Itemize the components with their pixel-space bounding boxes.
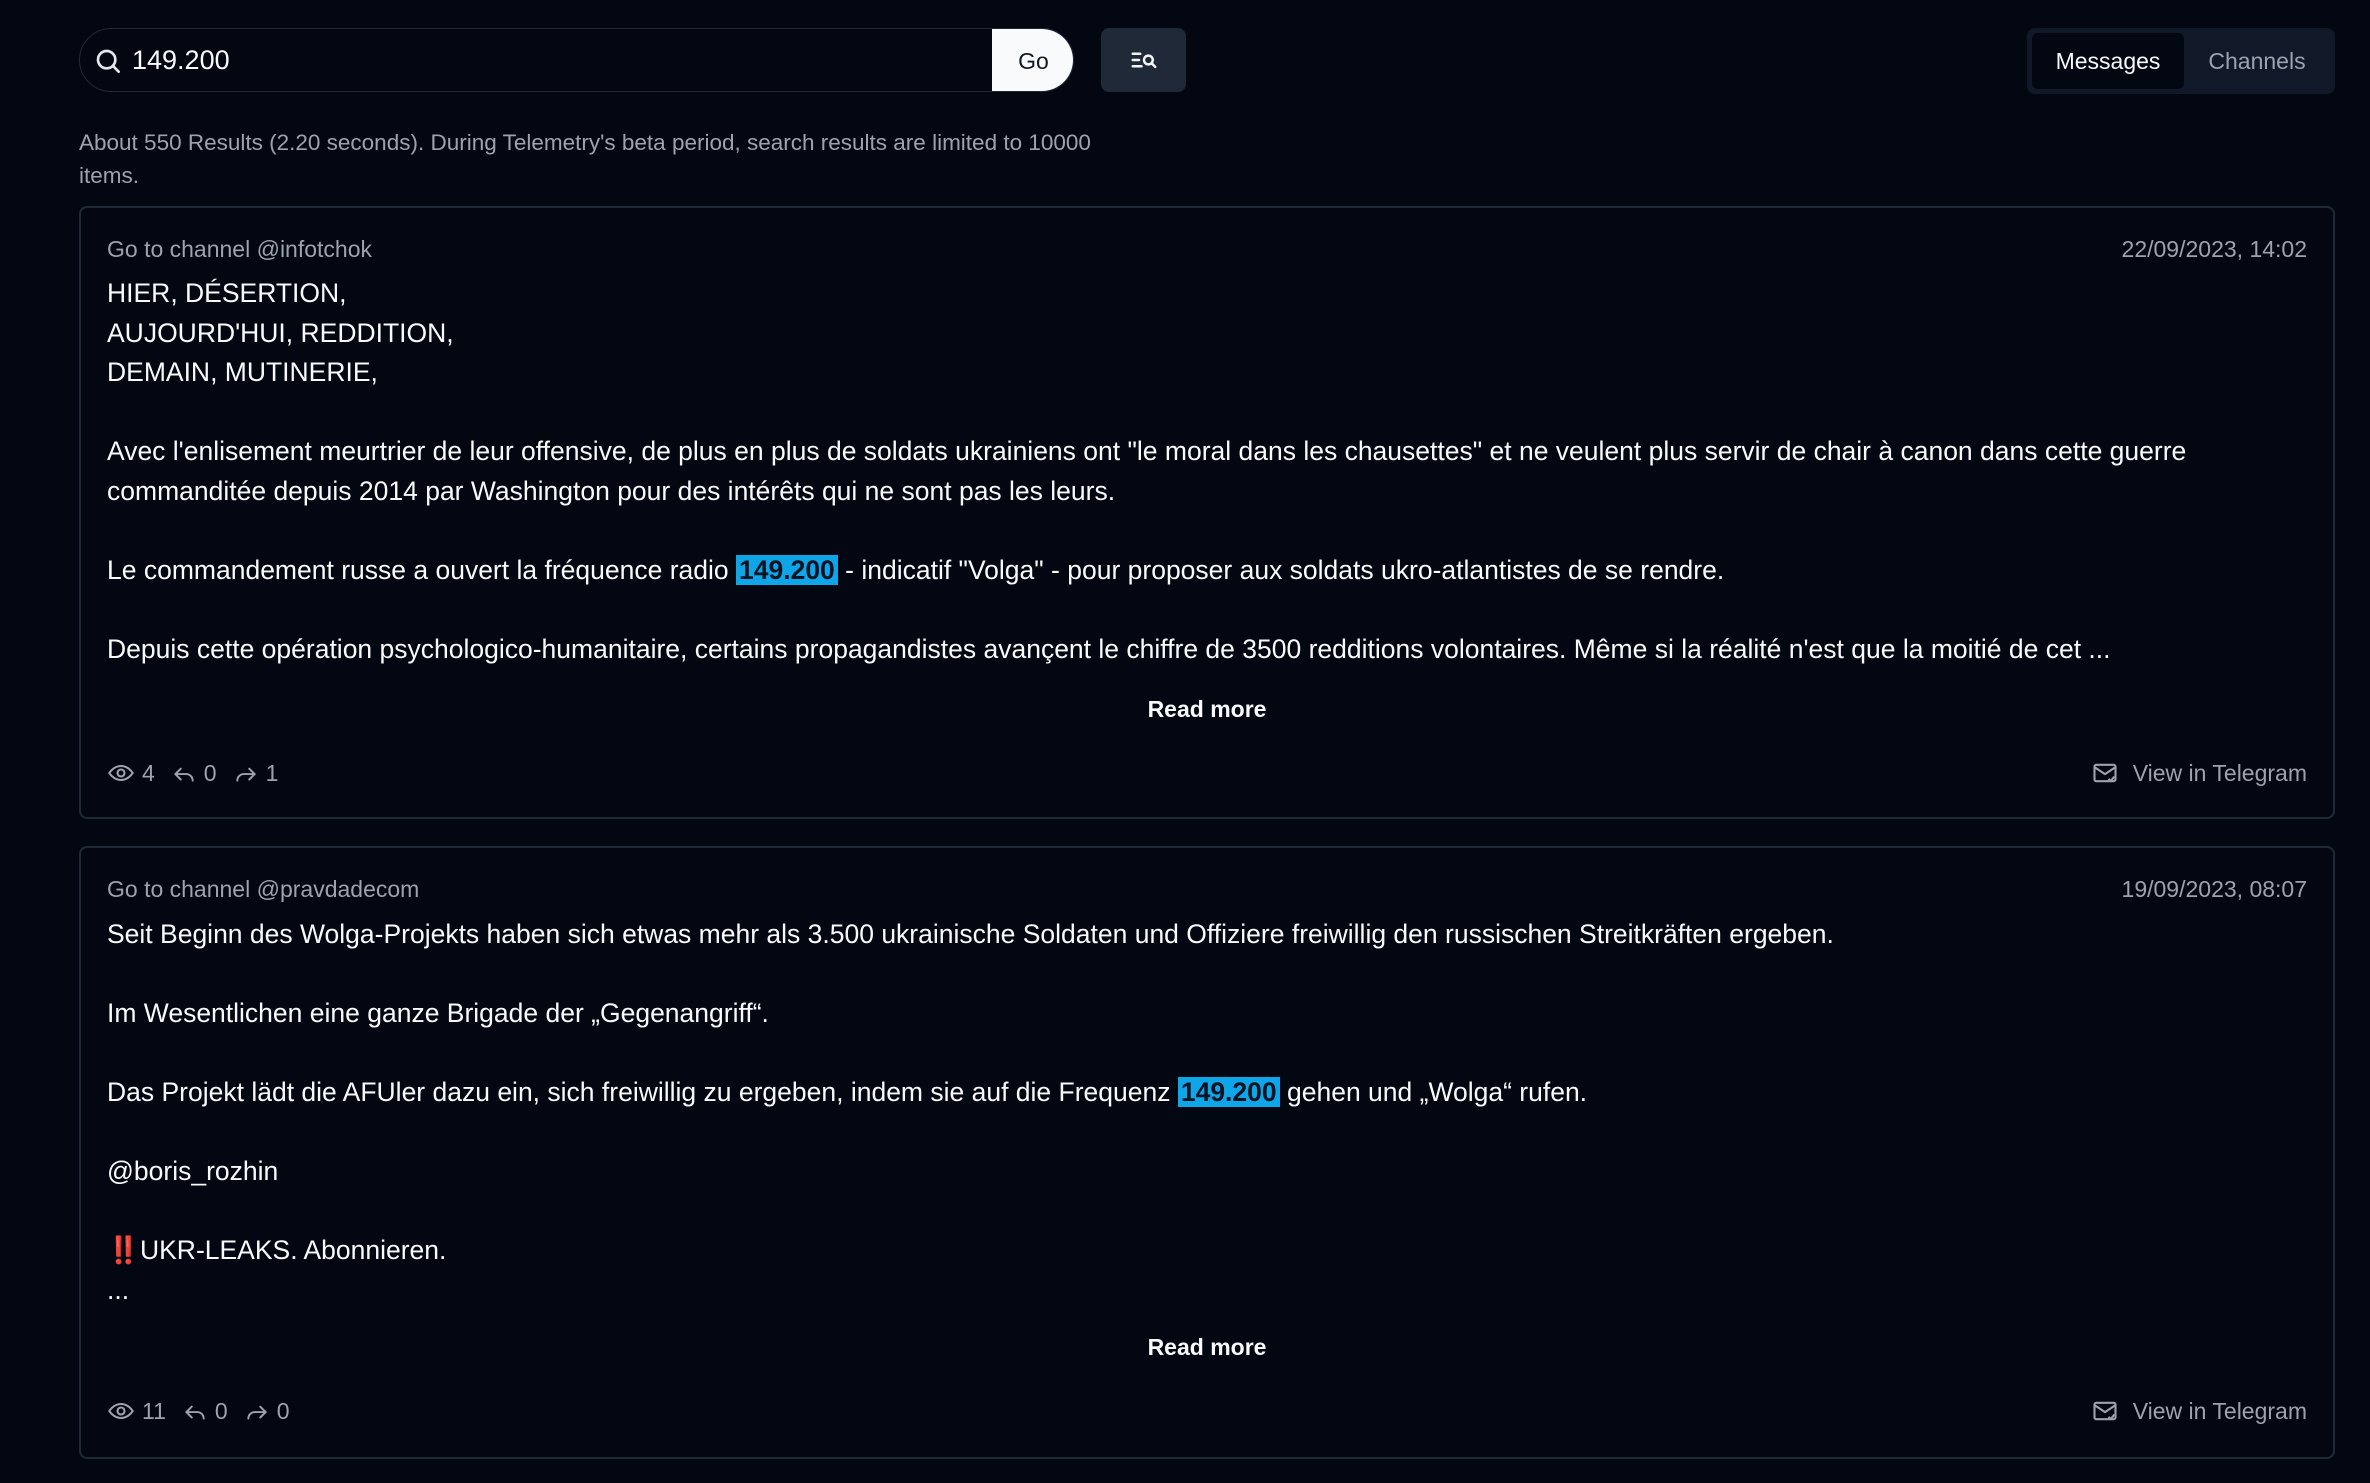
message-paragraph: Depuis cette opération psychologico-humanitaire, certains propagandistes avançent le chiffre de 3500 redditions volontaires. Même si la réalité n'est que la moitié de cet ... bbox=[107, 633, 2111, 664]
channel-link[interactable]: Go to channel @pravdadecom bbox=[107, 876, 420, 902]
message-text: Das Projekt lädt die AFUler dazu ein, sich freiwillig zu ergeben, indem sie auf die Frequenz bbox=[107, 1077, 1178, 1107]
message-line: DEMAIN, MUTINERIE, bbox=[107, 357, 378, 387]
message-body bbox=[107, 915, 2307, 1310]
message-date: 19/09/2023, 08:07 bbox=[2121, 876, 2307, 902]
message-paragraph: Avec l'enlisement meurtrier de leur offensive, de plus en plus de soldats ukrainiens ont "le moral dans les chausettes" et ne veulent plus servir de chair à canon dans cette guerre commanditée depuis 2014 par Washington pour des intérêts qui ne sont pas les leurs. bbox=[107, 436, 2187, 506]
message-paragraph bbox=[107, 1073, 2307, 1113]
tab-messages[interactable]: Messages bbox=[2032, 33, 2184, 89]
advanced-search-button[interactable] bbox=[1101, 28, 1186, 92]
read-more-button[interactable]: Read more bbox=[1147, 696, 1267, 722]
search-icon bbox=[92, 45, 124, 77]
views-count: 4 bbox=[142, 759, 155, 786]
message-stats bbox=[107, 759, 294, 787]
forwards-stat bbox=[244, 1398, 290, 1425]
views-count: 11 bbox=[142, 1397, 166, 1424]
tab-channels[interactable]: Channels bbox=[2208, 47, 2306, 74]
forward-icon bbox=[233, 760, 259, 786]
results-summary: About 550 Results (2.20 seconds). During Telemetry's beta period, search results are limited to 10000 items. bbox=[79, 130, 1091, 188]
message-paragraph: Im Wesentlichen eine ganze Brigade der „Gegenangriff“. bbox=[107, 998, 769, 1028]
go-button[interactable]: Go bbox=[992, 29, 1074, 92]
replies-count: 0 bbox=[203, 759, 217, 786]
reply-icon bbox=[171, 760, 197, 786]
message-card bbox=[79, 846, 2335, 1459]
forward-icon bbox=[244, 1398, 270, 1424]
message-body bbox=[107, 274, 2307, 669]
message-paragraph: @boris_rozhin bbox=[107, 1156, 279, 1186]
search-highlight: 149.200 bbox=[736, 555, 838, 585]
message-line: AUJOURD'HUI, REDDITION, bbox=[107, 317, 454, 348]
message-text: - indicatif "Volga" - pour proposer aux soldats ukro-atlantistes de se rendre. bbox=[837, 554, 1725, 585]
mail-icon bbox=[2091, 759, 2119, 787]
eye-icon bbox=[107, 1397, 135, 1425]
view-in-telegram-label: View in Telegram bbox=[2132, 1397, 2307, 1424]
search-input[interactable] bbox=[132, 29, 1012, 91]
message-stats bbox=[107, 1397, 305, 1425]
list-search-icon bbox=[1129, 45, 1159, 75]
message-date: 22/09/2023, 14:02 bbox=[2121, 236, 2307, 262]
views-stat bbox=[107, 1397, 166, 1425]
message-line: HIER, DÉSERTION, bbox=[107, 278, 347, 308]
eye-icon bbox=[107, 759, 135, 787]
message-card bbox=[79, 206, 2335, 819]
read-more-button[interactable]: Read more bbox=[1147, 1334, 1267, 1360]
message-paragraph: ‼️UKR-LEAKS. Abonnieren. bbox=[107, 1235, 447, 1265]
message-paragraph: Seit Beginn des Wolga-Projekts haben sich etwas mehr als 3.500 ukrainische Soldaten und Offiziere freiwillig den russischen Streitkräften ergeben. bbox=[107, 919, 1834, 949]
channel-link[interactable]: Go to channel @infotchok bbox=[107, 236, 373, 262]
forwards-count: 0 bbox=[276, 1397, 290, 1424]
replies-count: 0 bbox=[214, 1397, 228, 1424]
message-ellipsis: ... bbox=[107, 1274, 130, 1305]
mail-icon bbox=[2091, 1397, 2119, 1425]
message-paragraph bbox=[107, 551, 2307, 591]
replies-stat bbox=[171, 760, 217, 787]
search-highlight: 149.200 bbox=[1178, 1077, 1280, 1107]
message-text: Le commandement russe a ouvert la fréquence radio bbox=[107, 554, 736, 585]
message-text: gehen und „Wolga“ rufen. bbox=[1279, 1077, 1588, 1107]
reply-icon bbox=[182, 1398, 208, 1424]
view-in-telegram-label: View in Telegram bbox=[2132, 759, 2307, 786]
view-in-telegram-link[interactable] bbox=[2091, 759, 2307, 787]
forwards-stat bbox=[233, 760, 279, 787]
view-in-telegram-link[interactable] bbox=[2091, 1397, 2307, 1425]
result-type-tabs bbox=[2027, 28, 2335, 94]
views-stat bbox=[107, 759, 155, 787]
search-box[interactable] bbox=[79, 28, 1074, 92]
search-toolbar bbox=[79, 28, 2335, 94]
forwards-count: 1 bbox=[265, 759, 279, 786]
replies-stat bbox=[182, 1398, 228, 1425]
